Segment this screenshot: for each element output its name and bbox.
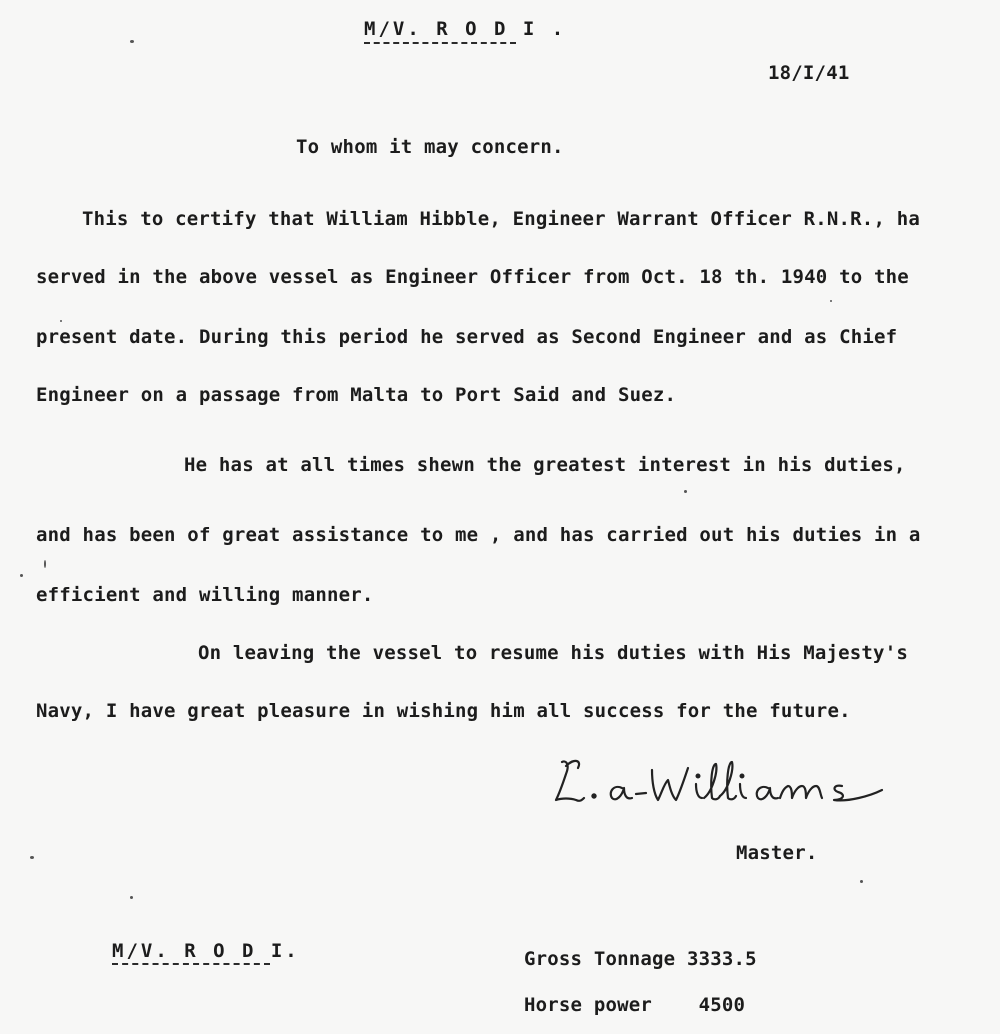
paper-speck: [44, 560, 46, 568]
body-line: and has been of great assistance to me , and has carried out his duties in a: [36, 524, 921, 546]
paper-speck: [830, 300, 832, 302]
handwritten-signature: [552, 752, 892, 822]
body-line: served in the above vessel as Engineer Officer from Oct. 18 th. 1940 to the: [36, 266, 909, 288]
body-line: Navy, I have great pleasure in wishing him all success for the future.: [36, 700, 851, 722]
footer-vessel-name: M/V. R O D I.: [112, 940, 300, 962]
paper-speck: [684, 490, 687, 493]
body-line: He has at all times shewn the greatest interest in his duties,: [184, 454, 906, 476]
vessel-heading: M/V. R O D I .: [364, 18, 567, 40]
paper-speck: [130, 40, 134, 43]
paper-speck: [20, 574, 23, 577]
footer-vessel-underline: [112, 963, 270, 965]
horse-power: Horse power 4500: [524, 994, 746, 1016]
body-line: present date. During this period he served as Second Engineer and as Chief: [36, 326, 898, 348]
paper-speck: [860, 880, 863, 883]
body-line: This to certify that William Hibble, Engineer Warrant Officer R.N.R., ha: [82, 208, 921, 230]
vessel-heading-underline: [364, 42, 516, 44]
body-line: On leaving the vessel to resume his duties with His Majesty's: [198, 642, 908, 664]
body-line: Engineer on a passage from Malta to Port Said and Suez.: [36, 384, 677, 406]
body-line: efficient and willing manner.: [36, 584, 374, 606]
signatory-title: Master.: [736, 842, 818, 864]
paper-speck: [30, 856, 34, 859]
paper-speck: [60, 320, 62, 322]
gross-tonnage: Gross Tonnage 3333.5: [524, 948, 757, 970]
letter-date: 18/I/41: [768, 62, 850, 84]
paper-speck: [130, 896, 133, 899]
salutation: To whom it may concern.: [296, 136, 564, 158]
